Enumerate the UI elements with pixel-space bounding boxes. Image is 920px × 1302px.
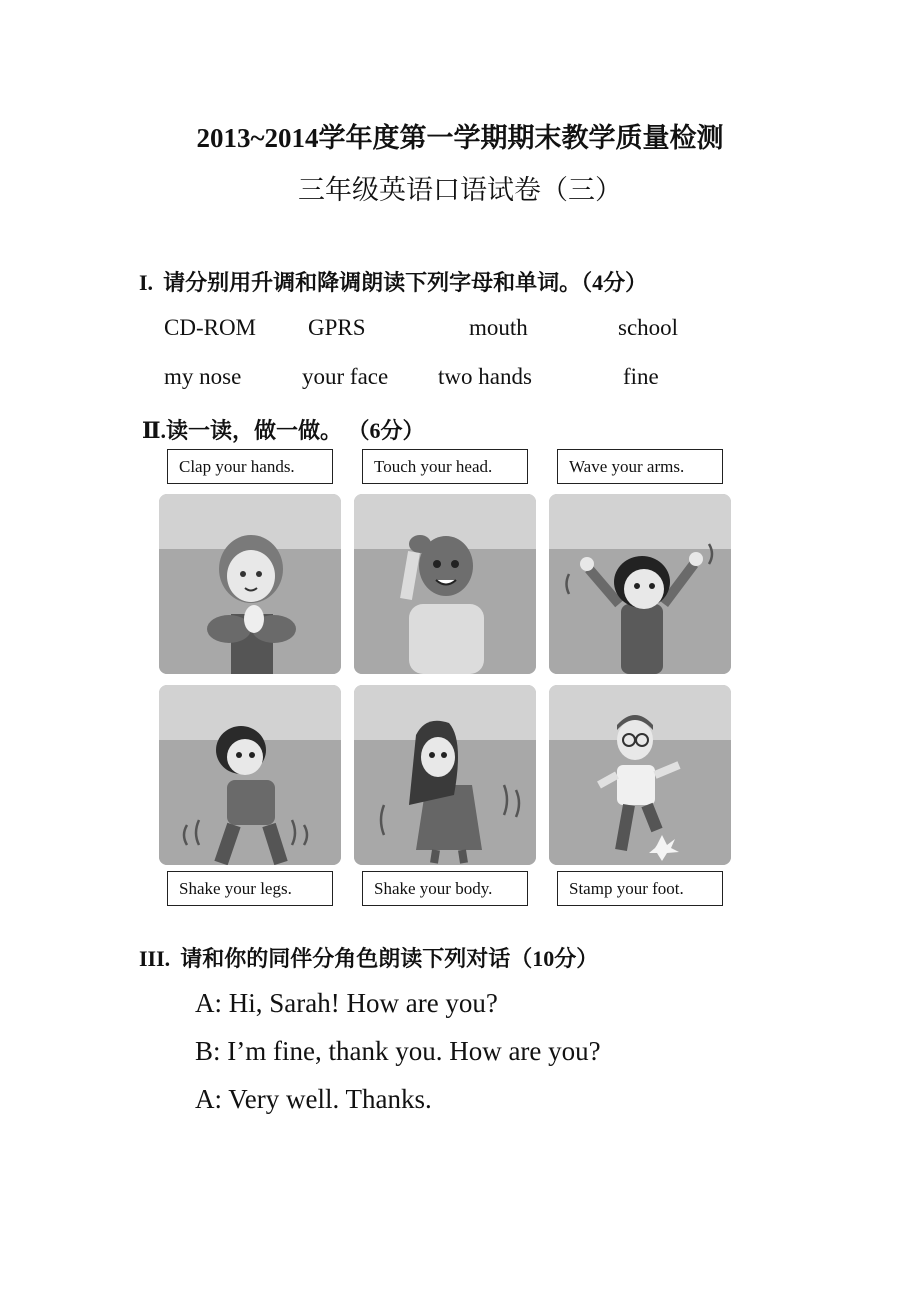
picture-girl-shaking-body <box>354 685 536 865</box>
picture-girl-clapping <box>159 494 341 674</box>
section-1-heading <box>139 266 647 297</box>
boy-touching-head-illustration <box>354 494 536 674</box>
action-label-wave-arms: Wave your arms. <box>557 449 723 484</box>
section-1-number: I. <box>139 270 154 295</box>
dialog-line: B: I’m fine, thank you. How are you? <box>195 1036 601 1066</box>
girl-clapping-illustration <box>159 494 341 674</box>
word-item: school <box>618 315 679 340</box>
section-3-number: III. <box>139 946 171 971</box>
word-item: CD-ROM <box>164 315 257 340</box>
word-item: GPRS <box>308 315 366 340</box>
picture-girl-waving <box>549 494 731 674</box>
action-label-stamp-foot: Stamp your foot. <box>557 871 723 906</box>
action-label-shake-body: Shake your body. <box>362 871 528 906</box>
word-item: my nose <box>164 364 242 389</box>
action-label-clap: Clap your hands. <box>167 449 333 484</box>
section-3-heading <box>139 942 598 973</box>
dialog-line: A: Very well. Thanks. <box>195 1084 432 1114</box>
word-item: your face <box>302 364 389 389</box>
page-subtitle: 三年级英语口语试卷（三） <box>298 175 622 205</box>
girl-waving-illustration <box>549 494 731 674</box>
action-label-touch-head: Touch your head. <box>362 449 528 484</box>
word-item: mouth <box>469 315 528 340</box>
picture-boy-stamping-foot <box>549 685 731 865</box>
action-label-shake-legs: Shake your legs. <box>167 871 333 906</box>
word-item: two hands <box>438 364 532 389</box>
page-title: 2013~2014学年度第一学期期末教学质量检测 <box>196 123 724 153</box>
word-item: fine <box>623 364 659 389</box>
section-3-instruction: 请和你的同伴分角色朗读下列对话（10分） <box>180 946 599 971</box>
picture-boy-shaking-legs <box>159 685 341 865</box>
section-2-heading: Ⅱ.读一读，做一做。 （6分） <box>142 418 425 443</box>
section-1-instruction: 请分别用升调和降调朗读下列字母和单词。（4分） <box>163 270 648 295</box>
picture-boy-touching-head <box>354 494 536 674</box>
dialog-line: A: Hi, Sarah! How are you? <box>195 988 498 1018</box>
boy-shaking-legs-illustration <box>159 685 341 865</box>
boy-stamping-foot-illustration <box>549 685 731 865</box>
girl-shaking-body-illustration <box>354 685 536 865</box>
